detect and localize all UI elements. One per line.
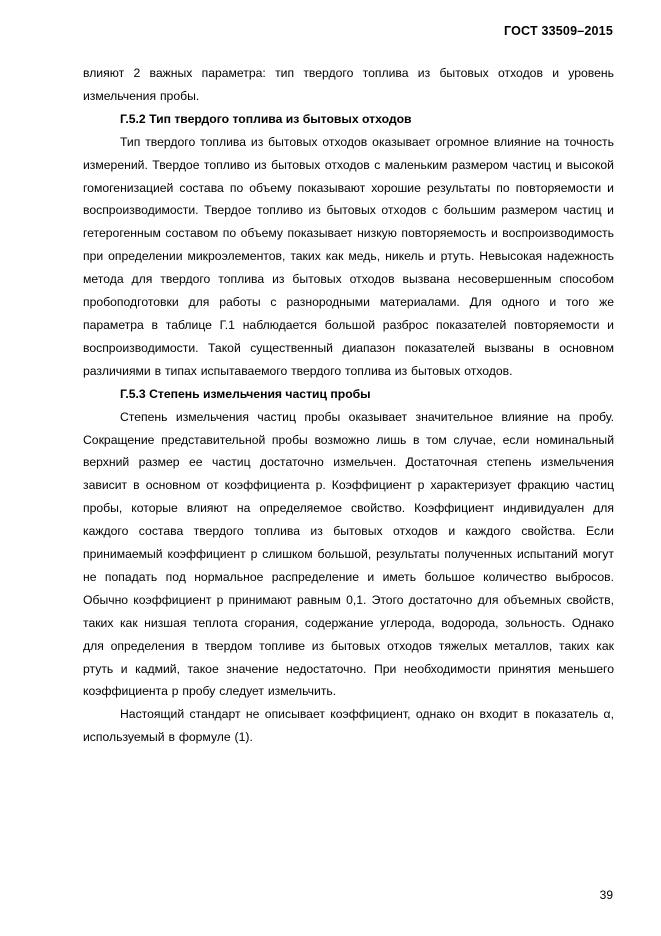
document-code: ГОСТ 33509–2015: [504, 24, 613, 38]
closing-paragraph: Настоящий стандарт не описывает коэффициент, однако он входит в показатель α, используемый в формуле (1).: [83, 707, 614, 745]
paragraph-fuel-type: Тип твердого топлива из бытовых отходов оказывает огромное влияние на точность измерений. Твердое топливо из бытовых отходов с маленьким размером частиц и высокой гомогенизацией состава по объему показывают хорошие результаты по повторяемости и воспроизводимости. Твердое топливо из бытовых отходов с большим размером частиц и гетерогенным составом по объему показывает низкую повторяемость и воспроизводимость при определении микроэлементов, таких как медь, никель и ртуть. Невысокая надежность метода для твердого топлива из бытовых отходов вызвана несовершенным способом пробоподготовки для работы с разнородными материалами. Для одного и того же параметра в таблице Г.1 наблюдается большой разброс показателей повторяемости и воспроизводимости. Такой существенный диапазон показателей вызваны в основном различиями в типах испытаваемого твердого топлива из бытовых отходов.: [83, 134, 614, 378]
section-heading-grinding-degree: Г.5.3 Степень измельчения частиц пробы: [120, 386, 371, 401]
section-heading-fuel-type: Г.5.2 Тип твердого топлива из бытовых отходов: [120, 111, 412, 126]
page-number: 39: [599, 888, 613, 902]
intro-paragraph: влияют 2 важных параметра: тип твердого топлива из бытовых отходов и уровень измельчения пробы.: [83, 66, 614, 103]
paragraph-grinding-degree: Степень измельчения частиц пробы оказывает значительное влияние на пробу. Сокращение представительной пробы возможно лишь в том случае, если номинальный верхний размер ее частиц достаточно измельчен. Достаточная степень измельчения зависит в основном от коэффициента р. Коэффициент р характеризует фракцию частиц пробы, которые влияют на определяемое свойство. Коэффициент индивидуален для каждого состава твердого топлива из бытовых отходов и каждого свойства. Если принимаемый коэффициент р слишком большой, результаты полученных испытаний могут не попадать под нормальное распределение и иметь большое количество выбросов. Обычно коэффициент р принимают равным 0,1. Этого достаточно для объемных свойств, таких как низшая теплота сгорания, содержание углерода, водорода, зольность. Однако для определения в твердом топливе из бытовых отходов тяжелых металлов, таких как ртуть и кадмий, такое значение недостаточно. При необходимости принятия меньшего коэффициента р пробу следует измельчить.: [83, 409, 614, 699]
document-body: [83, 62, 614, 749]
